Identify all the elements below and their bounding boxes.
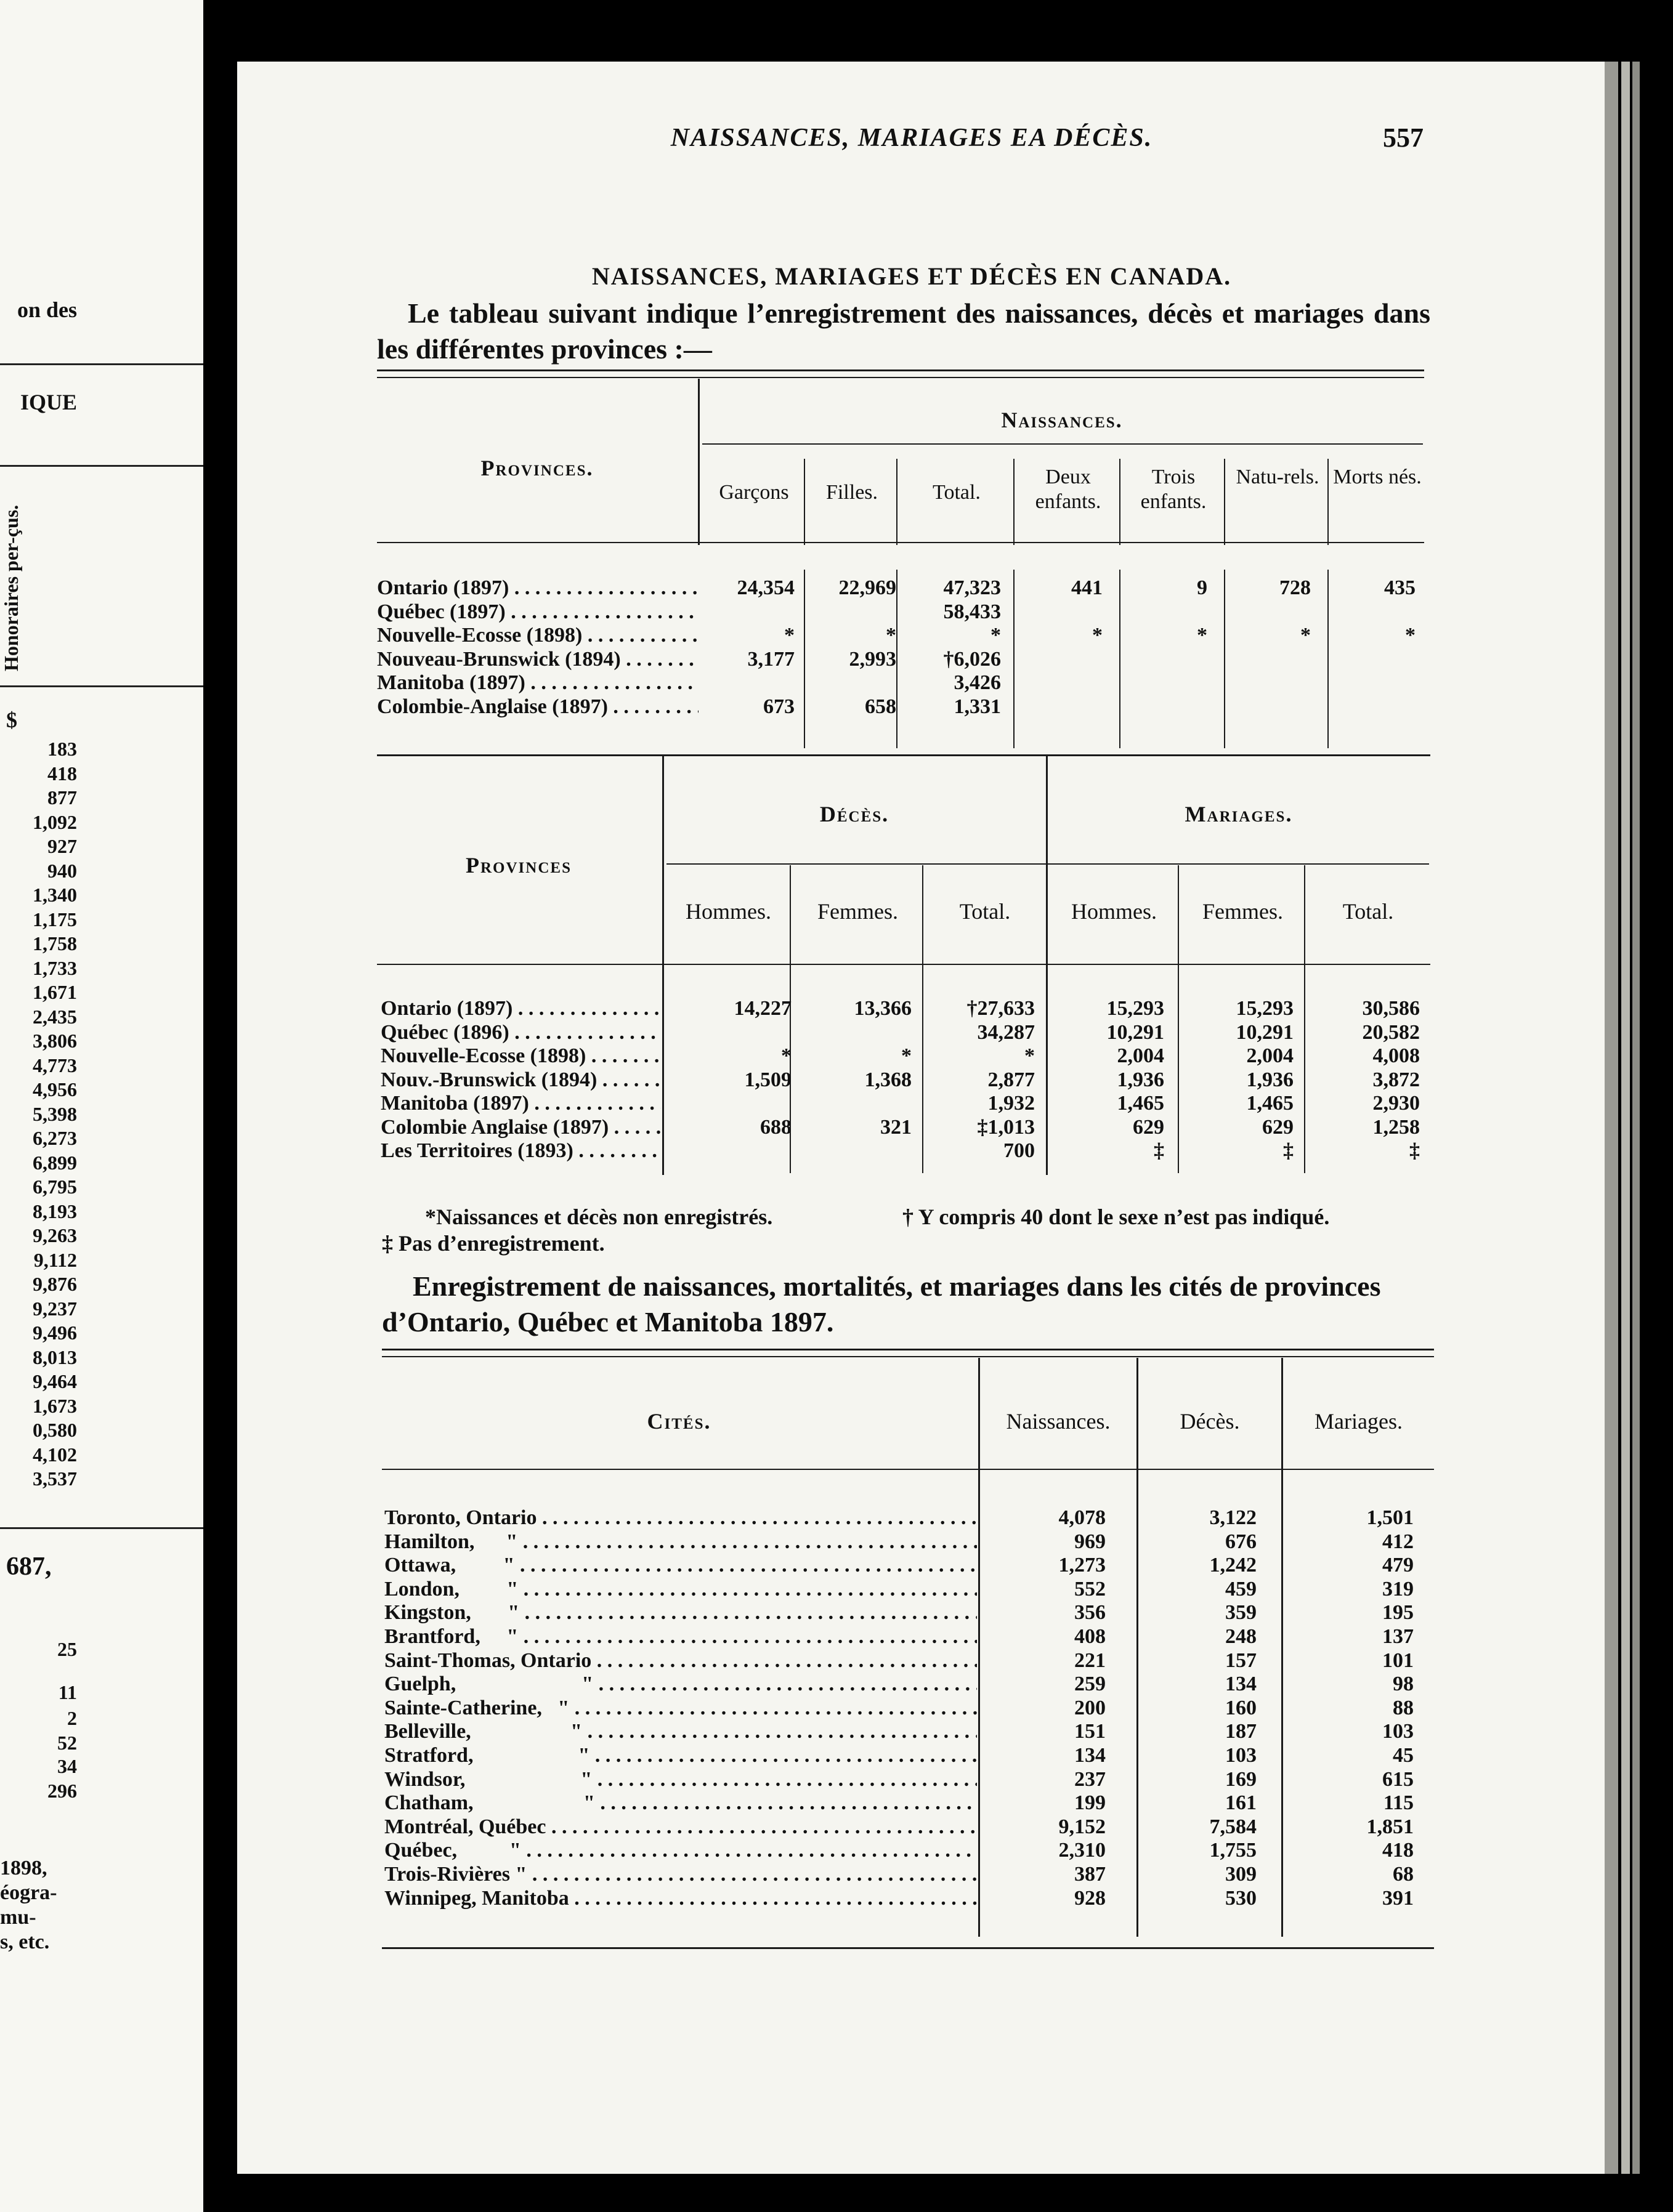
- left-line: s, etc.: [0, 1931, 50, 1953]
- table-row: [382, 1600, 1434, 1625]
- section-title: NAISSANCES, MARIAGES ET DÉCÈS EN CANADA.: [591, 262, 1232, 290]
- row-value: 1,242: [1209, 1554, 1257, 1577]
- row-value: 359: [1225, 1601, 1257, 1625]
- row-label: Ontario (1897) . . .: [377, 576, 699, 600]
- table-row: [377, 1091, 1430, 1116]
- row-label: Winnipeg, Manitoba . . .: [384, 1886, 977, 1911]
- row-value: 1,465: [1246, 1092, 1294, 1115]
- row-value: 928: [1074, 1886, 1106, 1910]
- table1-top-rule: [377, 369, 1424, 371]
- table3-top-rule-2: [382, 1356, 1434, 1357]
- table-row: [377, 600, 1430, 624]
- row-value: 45: [1393, 1744, 1414, 1767]
- row-value: *: [784, 624, 795, 647]
- row-label: Kingston, " . . .: [384, 1600, 977, 1625]
- row-value: 7,584: [1209, 1815, 1257, 1838]
- row-value: 728: [1279, 576, 1311, 599]
- row-value: 101: [1382, 1649, 1414, 1672]
- row-label: Colombie Anglaise (1897) . . .: [381, 1115, 661, 1140]
- row-value: 9: [1197, 576, 1207, 599]
- table1-col-rule: [1224, 459, 1225, 545]
- table-row: [382, 1838, 1434, 1863]
- row-value: 237: [1074, 1767, 1106, 1791]
- table-row: [377, 1068, 1430, 1092]
- row-label: Trois-Rivières " . . .: [384, 1862, 977, 1887]
- divider: [0, 1527, 203, 1529]
- row-value: 4,078: [1058, 1506, 1106, 1529]
- row-value: 169: [1225, 1767, 1257, 1791]
- row-value: *: [1024, 1044, 1035, 1067]
- row-label: Chatham, " . . .: [384, 1791, 977, 1815]
- row-value: 1,258: [1372, 1115, 1420, 1139]
- table1-vrule: [698, 379, 700, 545]
- intro-paragraph: Le tableau suivant indique l’enregistrement des naissances, décès et mariages dans les différentes provinces :—: [377, 297, 1430, 365]
- row-value: *: [990, 624, 1001, 647]
- page-edge: [1621, 62, 1630, 2174]
- row-value: 3,872: [1372, 1068, 1420, 1091]
- row-value: 10,291: [1106, 1020, 1164, 1044]
- row-value: 688: [760, 1115, 792, 1139]
- left-number: 11: [58, 1681, 77, 1703]
- left-number: 927: [47, 835, 77, 857]
- row-value: 530: [1225, 1886, 1257, 1910]
- row-value: 629: [1133, 1115, 1164, 1139]
- running-title: NAISSANCES, MARIAGES EA DÉCÈS.: [670, 124, 1153, 152]
- row-value: 435: [1384, 576, 1416, 599]
- table3-header-rule: [382, 1469, 1434, 1470]
- row-value: 200: [1074, 1696, 1106, 1719]
- row-value: 1,501: [1366, 1506, 1414, 1529]
- row-value: 199: [1074, 1791, 1106, 1815]
- row-label: Sainte-Catherine, " . . .: [384, 1696, 977, 1721]
- left-number: 9,263: [33, 1224, 77, 1246]
- row-value: 68: [1393, 1863, 1414, 1886]
- left-line: 1898,: [0, 1857, 47, 1879]
- row-value: 2,993: [849, 647, 896, 671]
- table-row: [382, 1530, 1434, 1554]
- row-value: 88: [1393, 1696, 1414, 1719]
- row-label: Nouvelle-Ecosse (1898) . . .: [381, 1044, 661, 1068]
- left-number: 5,398: [33, 1102, 77, 1125]
- row-value: 1,932: [987, 1092, 1035, 1115]
- row-value: *: [901, 1044, 912, 1067]
- table-row: [377, 1044, 1430, 1068]
- row-value: 134: [1225, 1673, 1257, 1696]
- left-page-fragment: [0, 0, 203, 2212]
- table-row: [382, 1553, 1434, 1578]
- table-row: [382, 1506, 1434, 1530]
- row-value: 1,331: [954, 695, 1001, 718]
- table3-bottom-rule: [382, 1947, 1434, 1949]
- table-row: [377, 1139, 1430, 1163]
- table2-col-header: Femmes.: [817, 899, 898, 924]
- left-number: 4,956: [33, 1078, 77, 1100]
- row-value: 2,310: [1058, 1839, 1106, 1862]
- left-line: mu-: [0, 1906, 36, 1929]
- table-row: [382, 1886, 1434, 1911]
- left-number: 2,435: [33, 1005, 77, 1028]
- table-row: [382, 1862, 1434, 1887]
- table-row: [382, 1743, 1434, 1768]
- row-value: 319: [1382, 1577, 1414, 1600]
- row-value: 137: [1382, 1625, 1414, 1648]
- row-value: 2,877: [987, 1068, 1035, 1091]
- row-value: 552: [1074, 1577, 1106, 1600]
- row-value: ‡: [1154, 1139, 1164, 1162]
- row-value: 30,586: [1362, 997, 1420, 1020]
- row-value: 412: [1382, 1530, 1414, 1553]
- table2-col-header: Total.: [1342, 899, 1394, 924]
- left-number: 296: [47, 1780, 77, 1802]
- left-currency: $: [6, 708, 17, 732]
- table1-col-header: Garçons: [719, 481, 789, 504]
- left-number: 183: [47, 738, 77, 760]
- footnote-dagger: † Y compris 40 dont le sexe n’est pas indiqué.: [902, 1205, 1330, 1229]
- row-label: Toronto, Ontario . . .: [384, 1506, 977, 1530]
- table1-col-rule: [1013, 459, 1015, 545]
- table1-col-header: Morts nés.: [1333, 466, 1422, 488]
- row-value: 408: [1074, 1625, 1106, 1648]
- divider: [0, 685, 203, 687]
- row-value: *: [781, 1044, 792, 1067]
- left-line: éogra-: [0, 1881, 57, 1904]
- table2-group-rule: [666, 863, 1429, 865]
- table-row: [377, 671, 1430, 695]
- row-value: 629: [1262, 1115, 1294, 1139]
- row-value: 9,152: [1058, 1815, 1106, 1838]
- row-value: 20,582: [1362, 1020, 1420, 1044]
- row-value: 969: [1074, 1530, 1106, 1553]
- row-value: 161: [1225, 1791, 1257, 1815]
- row-label: Stratford, " . . .: [384, 1743, 977, 1768]
- row-value: 459: [1225, 1577, 1257, 1600]
- table-row: [377, 1020, 1430, 1045]
- left-number: 8,193: [33, 1200, 77, 1222]
- row-value: 1,755: [1209, 1839, 1257, 1862]
- left-number: 1,671: [33, 981, 77, 1003]
- row-value: 160: [1225, 1696, 1257, 1719]
- table-row: [382, 1815, 1434, 1839]
- left-number: 8,013: [33, 1346, 77, 1368]
- row-value: 1,273: [1058, 1554, 1106, 1577]
- row-value: 441: [1071, 576, 1103, 599]
- row-value: 115: [1383, 1791, 1414, 1815]
- table-row: [377, 647, 1430, 672]
- row-value: 98: [1393, 1673, 1414, 1696]
- row-label: Québec (1896) . . .: [381, 1020, 661, 1045]
- row-label: Manitoba (1897) . . .: [381, 1091, 661, 1116]
- table1-provinces-header: Provinces.: [480, 456, 594, 480]
- table1-top-rule-2: [377, 377, 1424, 378]
- row-value: 3,122: [1209, 1506, 1257, 1529]
- left-rotated-header: Honoraires per-çus.: [0, 504, 22, 671]
- left-line-1: on des: [17, 297, 77, 322]
- row-label: Les Territoires (1893) . . .: [381, 1139, 661, 1163]
- row-value: 103: [1225, 1744, 1257, 1767]
- table1-col-header: Deux enfants.: [1035, 466, 1101, 513]
- left-number: 1,733: [33, 956, 77, 979]
- left-number: 9,112: [33, 1248, 77, 1271]
- table-row: [382, 1767, 1434, 1792]
- row-label: Nouv.-Brunswick (1894) . . .: [381, 1068, 661, 1092]
- row-value: *: [1092, 624, 1103, 647]
- row-value: 1,936: [1117, 1068, 1164, 1091]
- row-label: Montréal, Québec . . .: [384, 1815, 977, 1839]
- row-value: 2,004: [1246, 1044, 1294, 1067]
- row-value: *: [1197, 624, 1207, 647]
- left-number: 1,092: [33, 810, 77, 833]
- row-value: 1,851: [1366, 1815, 1414, 1838]
- left-number: 9,464: [33, 1370, 77, 1392]
- left-number: 3,537: [33, 1467, 77, 1490]
- row-value: 15,293: [1236, 997, 1294, 1020]
- left-number: 1,175: [33, 908, 77, 930]
- row-label: Nouvelle-Ecosse (1898) . . .: [377, 623, 699, 648]
- row-value: 658: [865, 695, 896, 718]
- table2-deces-header: Décès.: [819, 802, 889, 826]
- row-value: 1,465: [1117, 1092, 1164, 1115]
- table1-col-header: Filles.: [825, 481, 878, 504]
- table1-col-rule: [896, 459, 897, 545]
- row-value: 187: [1225, 1720, 1257, 1743]
- row-value: 676: [1225, 1530, 1257, 1553]
- left-number: 9,876: [33, 1273, 77, 1295]
- footnote-star: *Naissances et décès non enregistrés.: [425, 1205, 773, 1229]
- left-line-2: IQUE: [20, 390, 77, 414]
- divider: [0, 465, 203, 467]
- row-value: 13,366: [854, 997, 912, 1020]
- row-value: 157: [1225, 1649, 1257, 1672]
- table1-col-rule: [1119, 570, 1120, 748]
- row-value: 259: [1074, 1673, 1106, 1696]
- row-value: *: [1300, 624, 1311, 647]
- table-row: [377, 1115, 1430, 1140]
- row-value: 321: [880, 1115, 912, 1139]
- table1-group-rule: [702, 443, 1423, 445]
- left-number: 25: [57, 1638, 77, 1660]
- row-value: 34,287: [977, 1020, 1035, 1044]
- row-value: ‡: [1283, 1139, 1294, 1162]
- row-value: 10,291: [1236, 1020, 1294, 1044]
- row-label: Québec, " . . .: [384, 1838, 977, 1863]
- table-row: [382, 1672, 1434, 1697]
- table-row: [382, 1719, 1434, 1744]
- row-value: 673: [763, 695, 795, 718]
- row-value: 309: [1225, 1863, 1257, 1886]
- row-value: 3,177: [747, 647, 795, 671]
- row-label: Brantford, " . . .: [384, 1625, 977, 1649]
- table1-col-rule: [896, 570, 897, 748]
- table-row: [382, 1649, 1434, 1673]
- page-edge: [1632, 62, 1640, 2174]
- table2-col-header: Hommes.: [1071, 899, 1157, 924]
- table-row: [382, 1577, 1434, 1602]
- row-value: 248: [1225, 1625, 1257, 1648]
- table-row: [377, 695, 1430, 719]
- table1-col-rule: [1119, 459, 1120, 545]
- row-label: Ottawa, " . . .: [384, 1553, 977, 1578]
- left-number: 6,899: [33, 1151, 77, 1174]
- table1-col-rule: [1013, 570, 1015, 748]
- row-label: Nouveau-Brunswick (1894) . . .: [377, 647, 699, 672]
- row-value: 387: [1074, 1863, 1106, 1886]
- left-line-687: 687,: [6, 1552, 52, 1581]
- table3-col-header: Naissances.: [1006, 1409, 1111, 1434]
- row-label: London, " . . .: [384, 1577, 977, 1602]
- left-number: 9,237: [33, 1297, 77, 1320]
- table1-col-rule: [1327, 570, 1329, 748]
- divider: [0, 363, 203, 365]
- row-value: 615: [1382, 1767, 1414, 1791]
- row-value: 47,323: [943, 576, 1001, 599]
- left-number: 940: [47, 859, 77, 882]
- left-number: 6,273: [33, 1127, 77, 1149]
- left-number: 52: [57, 1732, 77, 1754]
- row-value: ‡1,013: [977, 1115, 1035, 1139]
- row-label: Guelph, " . . .: [384, 1672, 977, 1697]
- row-value: 24,354: [737, 576, 795, 599]
- row-value: *: [886, 624, 896, 647]
- table2-provinces-header: Provinces: [466, 853, 572, 878]
- row-value: 195: [1382, 1601, 1414, 1625]
- table2-col-header: Femmes.: [1202, 899, 1283, 924]
- table-row: [377, 576, 1430, 600]
- table3-col-header: Décès.: [1180, 1409, 1240, 1434]
- table1-col-header: Trois enfants.: [1140, 466, 1207, 513]
- left-number: 4,102: [33, 1443, 77, 1466]
- row-label: Ontario (1897) . . .: [381, 996, 661, 1021]
- table-row: [382, 1696, 1434, 1721]
- row-value: 14,227: [734, 997, 792, 1020]
- row-label: Manitoba (1897) . . .: [377, 671, 699, 695]
- row-value: †27,633: [966, 997, 1035, 1020]
- table1-header-rule: [377, 542, 1424, 543]
- table2-col-header: Total.: [959, 899, 1011, 924]
- table1-col-rule: [804, 570, 805, 748]
- row-value: *: [1405, 624, 1416, 647]
- table1-col-rule: [1224, 570, 1225, 748]
- row-value: 479: [1382, 1554, 1414, 1577]
- table2-mariages-header: Mariages.: [1185, 802, 1293, 826]
- left-number: 1,758: [33, 932, 77, 955]
- table1-col-header: Total.: [933, 481, 981, 504]
- left-number: 3,806: [33, 1030, 77, 1052]
- left-number: 1,340: [33, 884, 77, 906]
- left-number: 1,673: [33, 1394, 77, 1417]
- row-label: Belleville, " . . .: [384, 1719, 977, 1744]
- left-number: 6,795: [33, 1176, 77, 1198]
- row-label: Windsor, " . . .: [384, 1767, 977, 1792]
- row-value: 391: [1382, 1886, 1414, 1910]
- row-value: 151: [1074, 1720, 1106, 1743]
- table1-naissances-header: Naissances.: [1001, 408, 1123, 432]
- footnote-ddagger: ‡ Pas d’enregistrement.: [382, 1231, 605, 1256]
- left-number: 4,773: [33, 1054, 77, 1076]
- row-value: 134: [1074, 1744, 1106, 1767]
- row-value: 3,426: [954, 671, 1001, 694]
- row-value: 418: [1382, 1839, 1414, 1862]
- row-value: †6,026: [943, 647, 1001, 671]
- table-row: [382, 1791, 1434, 1815]
- row-value: 1,936: [1246, 1068, 1294, 1091]
- row-label: Colombie-Anglaise (1897) . . .: [377, 695, 699, 719]
- row-label: Hamilton, " . . .: [384, 1530, 977, 1554]
- table2-top-rule: [377, 754, 1430, 756]
- row-value: 2,004: [1117, 1044, 1164, 1067]
- row-label: Saint-Thomas, Ontario . . .: [384, 1649, 977, 1673]
- row-value: 221: [1074, 1649, 1106, 1672]
- left-number: 0,580: [33, 1419, 77, 1441]
- table-row: [377, 623, 1430, 648]
- intro2-paragraph: Enregistrement de naissances, mortalités, et mariages dans les cités de provinces d’Ontario, Québec et Manitoba 1897.: [382, 1270, 1381, 1338]
- table3-col-header: Mariages.: [1314, 1409, 1403, 1434]
- table-row: [377, 996, 1430, 1021]
- left-number: 34: [57, 1755, 77, 1777]
- row-value: 1,368: [864, 1068, 912, 1091]
- row-value: 22,969: [838, 576, 896, 599]
- row-value: 15,293: [1106, 997, 1164, 1020]
- left-number: 9,496: [33, 1322, 77, 1344]
- page-edge: [1605, 62, 1618, 2174]
- table1-col-rule: [1327, 459, 1329, 545]
- row-value: 2,930: [1372, 1092, 1420, 1115]
- table3-top-rule: [382, 1349, 1434, 1350]
- table3-cites-header: Cités.: [647, 1409, 711, 1434]
- row-label: Québec (1897) . . .: [377, 600, 699, 624]
- left-number: 877: [47, 786, 77, 809]
- page-number: 557: [1383, 123, 1424, 153]
- row-value: 4,008: [1372, 1044, 1420, 1067]
- row-value: ‡: [1409, 1139, 1420, 1162]
- row-value: 1,509: [744, 1068, 792, 1091]
- row-value: 700: [1003, 1139, 1035, 1162]
- table1-col-header: Natu-rels.: [1236, 466, 1319, 488]
- table2-col-header: Hommes.: [686, 899, 771, 924]
- left-number: 2: [67, 1707, 77, 1729]
- left-number: 418: [47, 762, 77, 785]
- table2-header-rule: [377, 964, 1430, 965]
- table1-col-rule: [804, 459, 805, 545]
- row-value: 58,433: [943, 600, 1001, 623]
- row-value: 356: [1074, 1601, 1106, 1625]
- table-row: [382, 1625, 1434, 1649]
- row-value: 103: [1382, 1720, 1414, 1743]
